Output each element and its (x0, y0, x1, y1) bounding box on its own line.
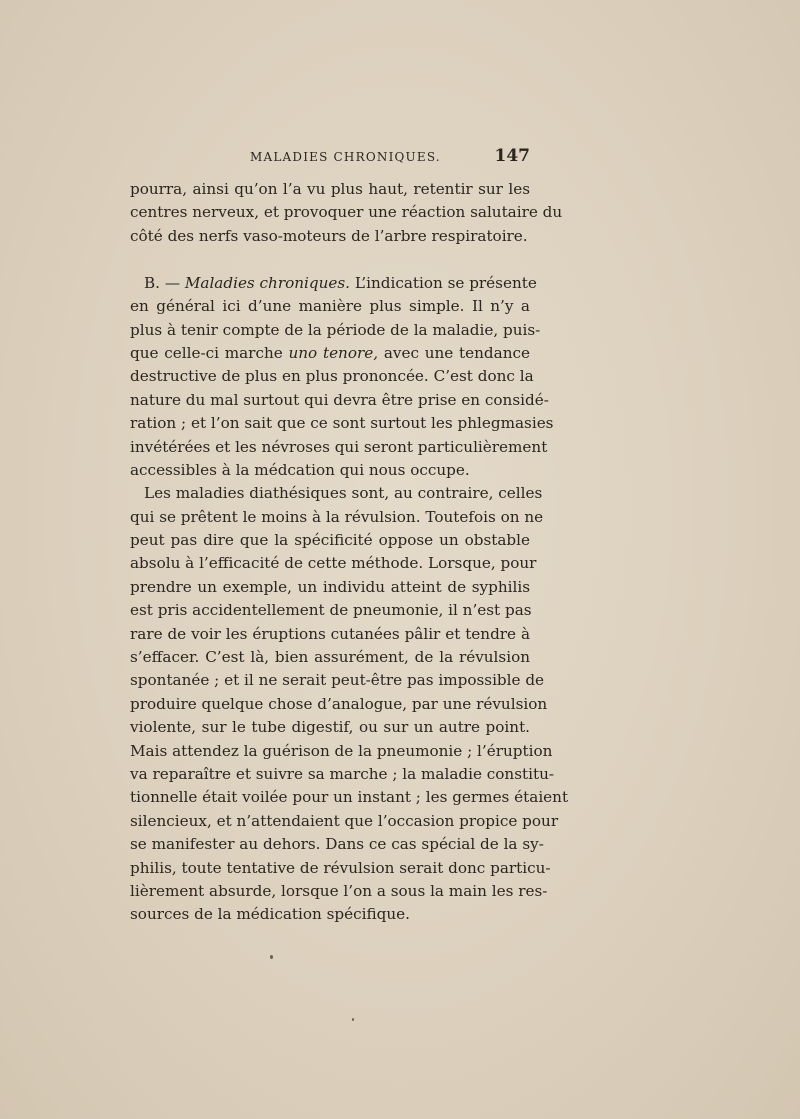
text-line: lièrement absurde, lorsque l’on a sous la main les res- (130, 881, 548, 900)
text-line: sources de la médication spécifique. (130, 905, 410, 924)
page-header (130, 146, 530, 172)
text-line: rare de voir les éruptions cutanées pâlir et tendre à (130, 624, 530, 643)
section-heading-line (130, 272, 537, 295)
text-line: prendre un exemple, un individu atteint de syphilis (130, 577, 530, 596)
text-line: nature du mal surtout qui devra être prise en considé- (130, 390, 549, 409)
text-line: spontanée ; et il ne serait peut-être pas impossible de (130, 671, 545, 690)
text-line: absolu à l’efficacité de cette méthode. Lorsque, pour (130, 554, 537, 573)
running-head: MALADIES CHRONIQUES. (250, 150, 441, 164)
italic-phrase: uno tenore, (288, 343, 379, 362)
text-fragment: que celle-ci marche (130, 343, 289, 362)
page-number: 147 (494, 146, 530, 166)
text-line: se manifester au dehors. Dans ce cas spécial de la sy- (130, 835, 544, 854)
text-line: silencieux, et n’attendaient que l’occasion propice pour (130, 811, 559, 830)
body-text (130, 178, 569, 927)
text-line: Les maladies diathésiques sont, au contraire, celles (144, 484, 543, 503)
paragraph-gap (130, 248, 530, 272)
text-line: plus à tenir compte de la période de la maladie, puis- (130, 320, 541, 339)
text-line: pourra, ainsi qu’on l’a vu plus haut, retentir sur les (130, 180, 530, 198)
text-line: violente, sur le tube digestif, ou sur un autre point. (130, 718, 530, 737)
text-line: qui se prêtent le moins à la révulsion. Toutefois on ne (130, 507, 544, 526)
text-line: tionnelle était voilée pour un instant ; les germes étaient (130, 788, 569, 807)
text-line: est pris accidentellement de pneumonie, il n’est pas (130, 601, 532, 620)
text-line: en général ici d’une manière plus simple. Il n’y a (130, 297, 530, 316)
paper-speck (270, 955, 273, 959)
text-line: va reparaître et suivre sa marche ; la maladie constitu- (130, 764, 554, 783)
text-fragment: avec une tendance (378, 343, 530, 362)
text-line: ration ; et l’on sait que ce sont surtout les phlegmasies (130, 414, 554, 433)
text-line: destructive de plus en plus prononcée. C’est donc la (130, 367, 534, 386)
text-line: produire quelque chose d’analogue, par une révulsion (130, 694, 548, 713)
text-fragment: L’indication se présente (350, 273, 537, 292)
text-line: centres nerveux, et provoquer une réaction salutaire du (130, 203, 563, 222)
text-line: côté des nerfs vaso-moteurs de l’arbre respiratoire. (130, 226, 528, 245)
text-line: invétérées et les névroses qui seront particulièrement (130, 437, 548, 456)
text-line: s’effacer. C’est là, bien assurément, de la révulsion (130, 648, 530, 667)
text-line: philis, toute tentative de révulsion serait donc particu- (130, 858, 551, 877)
text-line (130, 342, 530, 365)
text-line: peut pas dire que la spécificité oppose un obstable (130, 531, 530, 550)
section-title: Maladies chroniques. (184, 273, 350, 292)
section-label: B. — (144, 273, 185, 292)
text-line: accessibles à la médcation qui nous occupe. (130, 460, 470, 479)
paper-speck (352, 1018, 354, 1021)
text-line: Mais attendez la guérison de la pneumonie ; l’éruption (130, 741, 553, 760)
